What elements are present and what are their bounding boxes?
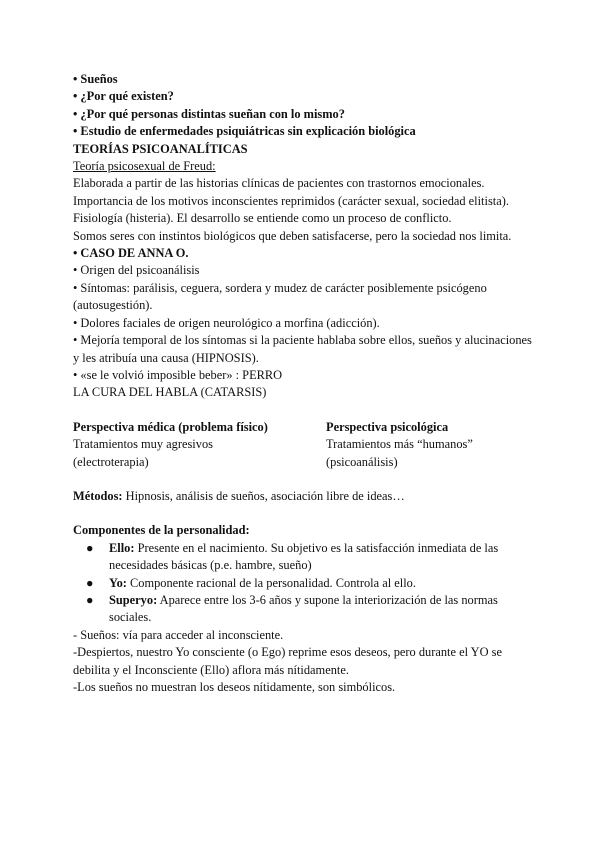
methods-paragraph — [73, 488, 533, 505]
component-term: Superyo: — [109, 592, 158, 607]
component-term: Ello: — [109, 540, 135, 555]
case-line: • Origen del psicoanálisis — [73, 263, 200, 278]
list-item — [73, 592, 533, 627]
closing-line: -Despiertos, nuestro Yo consciente (o Ego) reprime esos deseos, pero durante el YO se debilita y el Inconsciente (Ello) aflora más nítidamente. — [73, 645, 502, 677]
intro-line: Somos seres con instintos biológicos que deben satisfacerse, pero la sociedad nos limita. — [73, 228, 512, 243]
components-list — [73, 540, 533, 627]
case-line: • Mejoría temporal de los síntomas si la paciente hablaba sobre ellos, sueños y alucinaciones y les atribuía una causa (HIPNOSIS). — [73, 333, 532, 365]
bullet-icon: ● — [86, 540, 94, 555]
case-line: LA CURA DEL HABLA (CATARSIS) — [73, 385, 267, 400]
bullet-por-que-existen: • ¿Por qué existen? — [73, 89, 174, 104]
closing-line: -Los sueños no muestran los deseos nítidamente, son simbólicos. — [73, 680, 396, 694]
bullet-icon: ● — [86, 575, 94, 590]
intro-line: Fisiología (histeria). El desarrollo se entiende como un proceso de conflicto. — [73, 211, 452, 226]
closing-line: - Sueños: vía para acceder al inconsciente. — [73, 627, 284, 642]
bullet-suenos: • Sueños — [73, 72, 118, 86]
case-line: • Dolores faciales de origen neurológico a morfina (adicción). — [73, 315, 380, 330]
psych-line: (psicoanálisis) — [326, 454, 398, 469]
bullet-icon: ● — [86, 592, 94, 607]
components-title: Componentes de la personalidad: — [73, 523, 250, 538]
subtitle: Teoría psicosexual de Freud: — [73, 159, 216, 174]
methods-text: Hipnosis, análisis de sueños, asociación libre de ideas… — [122, 488, 405, 503]
medical-line: Tratamientos muy agresivos — [73, 437, 213, 452]
case-line: • «se le volvió imposible beber» : PERRO — [73, 367, 283, 382]
bullet-mismo-sueno: • ¿Por qué personas distintas sueñan con lo mismo? — [73, 106, 345, 121]
document-page — [73, 71, 533, 696]
case-line: • Síntomas: parálisis, ceguera, sordera y mudez de carácter posiblemente psicógeno (autosugestión). — [73, 280, 487, 313]
psych-line: Tratamientos más “humanos” — [326, 437, 473, 452]
psych-title: Perspectiva psicológica — [326, 419, 449, 434]
intro-line: Elaborada a partir de las historias clínicas de pacientes con trastornos emocionales. — [73, 176, 485, 191]
component-text: Componente racional de la personalidad. Controla al ello. — [126, 575, 416, 590]
component-text: Aparece entre los 3-6 años y supone la interiorización de las normas sociales. — [109, 592, 498, 625]
section-title: TEORÍAS PSICOANALÍTICAS — [73, 141, 248, 156]
psych-perspective — [326, 419, 533, 471]
case-title: • CASO DE ANNA O. — [73, 246, 189, 261]
component-text: Presente en el nacimiento. Su objetivo es la satisfacción inmediata de las necesidades básicas (p.e. hambre, sueño) — [109, 540, 499, 573]
perspectives-columns — [73, 419, 533, 471]
medical-perspective — [73, 419, 326, 471]
intro-line: Importancia de los motivos inconscientes reprimidos (carácter sexual, sociedad elitista). — [73, 193, 509, 208]
component-term: Yo: — [109, 575, 127, 590]
medical-line: (electroterapia) — [73, 454, 149, 469]
list-item — [73, 575, 533, 592]
bullet-enfermedades: • Estudio de enfermedades psiquiátricas sin explicación biológica — [73, 124, 416, 139]
methods-label: Métodos: — [73, 488, 123, 503]
medical-title: Perspectiva médica (problema físico) — [73, 419, 268, 434]
list-item — [73, 540, 533, 575]
